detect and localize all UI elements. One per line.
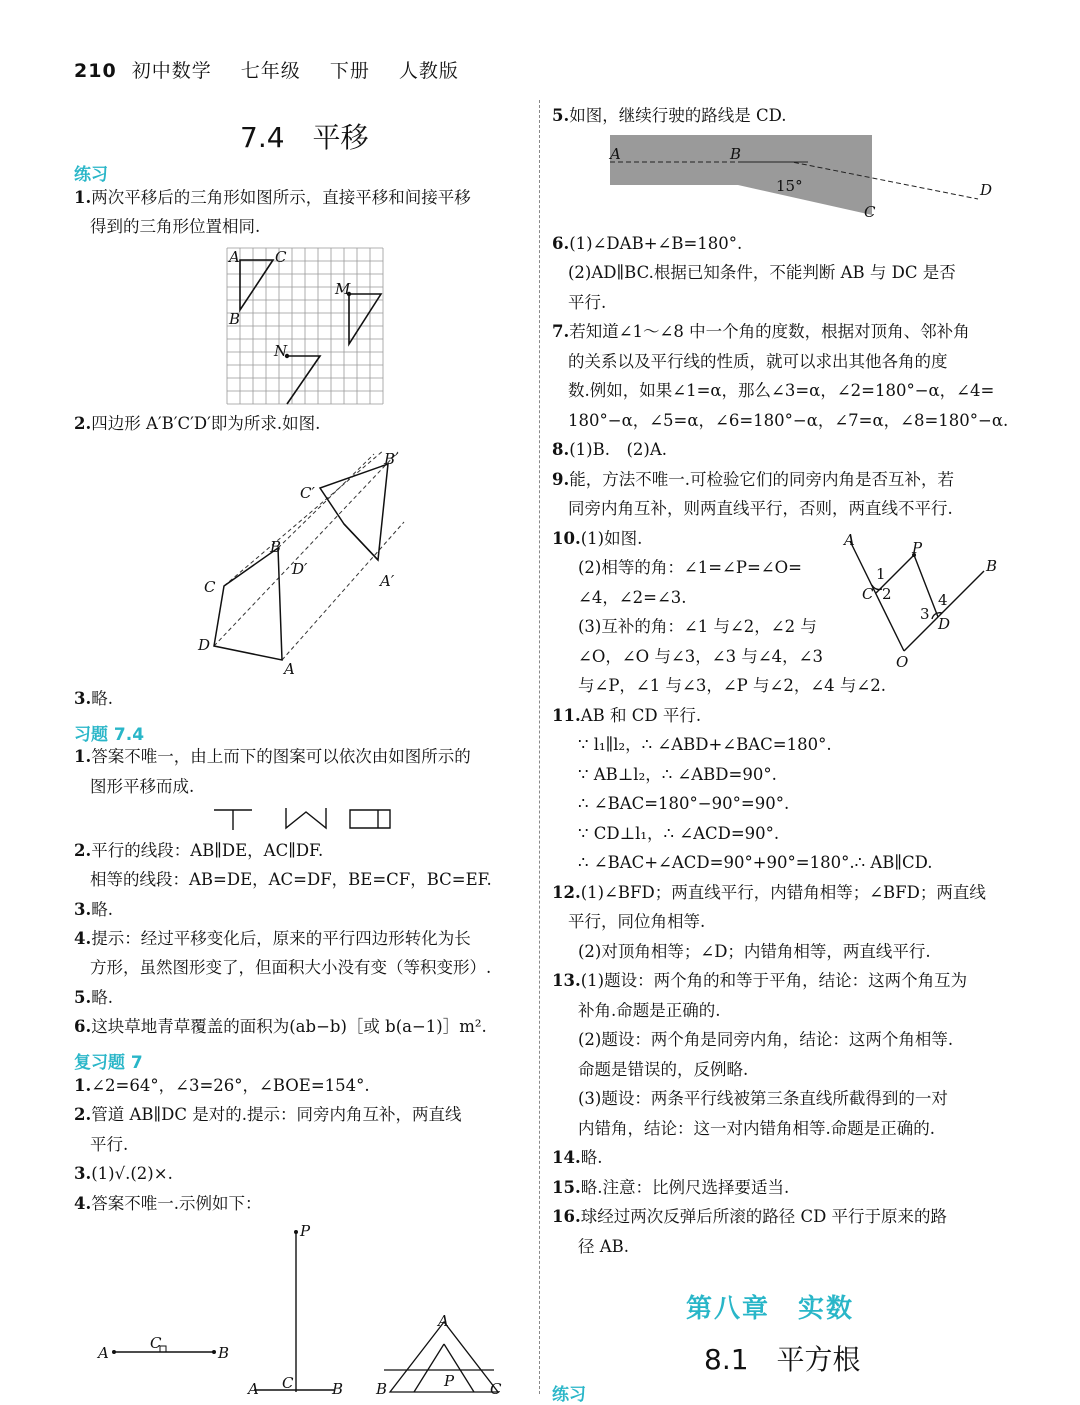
answer-text: (1)如图. xyxy=(580,529,643,548)
review-4 xyxy=(74,1196,261,1213)
answer-2 xyxy=(74,416,320,433)
answer-number: 5. xyxy=(74,988,92,1007)
label-d: D xyxy=(938,615,951,633)
answer-1 xyxy=(74,190,471,207)
quadrilateral-translation-figure xyxy=(198,450,484,680)
chapter-title: 第八章 实数 xyxy=(686,1294,855,1324)
label-b: B xyxy=(986,557,998,575)
answer-number: 14. xyxy=(552,1148,581,1167)
label-b: B xyxy=(376,1380,388,1398)
answer-text: 若知道∠1～∠8 中一个角的度数，根据对顶角、邻补角 xyxy=(569,322,970,341)
grade: 七年级 xyxy=(240,60,301,82)
basic-shapes-figure xyxy=(214,806,404,832)
answer-3 xyxy=(74,691,113,708)
answer-13-b: 补角.命题是正确的. xyxy=(578,1001,721,1020)
answer-number: 10. xyxy=(552,529,581,548)
label-c: C xyxy=(150,1334,162,1352)
answer-text: 提示：经过平移变化后，原来的平行四边形转化为长 xyxy=(91,929,471,948)
subheading-exercise: 习题 7.4 xyxy=(74,725,145,745)
answer-text: (1)∠BFD；两直线平行，内错角相等；∠BFD；两直线 xyxy=(580,883,986,902)
exercise-3 xyxy=(74,902,113,919)
answer-number: 2. xyxy=(74,414,92,433)
label-angle: 15° xyxy=(776,177,803,195)
answer-8 xyxy=(552,442,667,459)
edition: 人教版 xyxy=(398,60,459,82)
label-angle-2: 2 xyxy=(882,585,892,603)
answer-text: 四边形 A′B′C′D′即为所求.如图. xyxy=(91,414,321,433)
answer-10-d: (3)互补的角：∠1 与∠2，∠2 与 xyxy=(578,617,817,636)
label-b: B xyxy=(332,1380,344,1398)
answer-13-d: 命题是错误的，反例略. xyxy=(578,1060,749,1079)
answer-12 xyxy=(552,885,986,902)
triangle-m xyxy=(349,294,381,344)
answer-number: 4. xyxy=(74,929,92,948)
answer-text: 这块草地青草覆盖的面积为(ab−b)［或 b(a−1)］m². xyxy=(91,1017,487,1036)
label-b: B xyxy=(730,145,742,163)
answer-11 xyxy=(552,708,701,725)
answer-number: 2. xyxy=(74,1105,92,1124)
answer-number: 8. xyxy=(552,440,570,459)
answer-number: 3. xyxy=(74,689,92,708)
label-c: C xyxy=(490,1380,502,1398)
perpendicular-figure-1 xyxy=(94,1330,234,1370)
rect-shape xyxy=(350,810,390,828)
review-2-cont: 平行. xyxy=(90,1135,129,1154)
section-title-7-4: 7.4 平移 xyxy=(240,121,369,154)
exercise-1 xyxy=(74,749,471,766)
answer-7-d: 180°−α，∠5=α，∠6=180°−α，∠7=α，∠8=180°−α. xyxy=(568,411,1009,430)
answer-number: 16. xyxy=(552,1207,581,1226)
answer-12-c: (2)对顶角相等；∠D；内错角相等，两直线平行. xyxy=(578,942,931,961)
quad-abcd xyxy=(214,548,282,660)
answer-11-d: ∴ ∠BAC=180°−90°=90°. xyxy=(578,794,790,813)
label-b-prime: B′ xyxy=(384,450,399,468)
answer-text: 管道 AB∥DC 是对的.提示：同旁内角互补，两直线 xyxy=(91,1105,462,1124)
label-c: C xyxy=(864,203,876,221)
label-c: C xyxy=(862,585,874,603)
label-n: N xyxy=(274,342,288,360)
column-divider xyxy=(539,100,540,1394)
ray-ob xyxy=(904,571,984,651)
answer-9-b: 同旁内角互补，则两直线平行，否则，两直线不平行. xyxy=(568,499,953,518)
answer-text: 答案不唯一.示例如下： xyxy=(91,1194,262,1213)
answer-number: 3. xyxy=(74,1164,92,1183)
subheading-practice-8-1: 练习 xyxy=(552,1385,586,1405)
label-c: C xyxy=(204,578,216,596)
t-shape xyxy=(214,810,252,830)
triangles-figure xyxy=(374,1312,504,1398)
answer-text: 答案不唯一，由上而下的图案可以依次由如图所示的 xyxy=(91,747,471,766)
label-d: D xyxy=(198,636,211,654)
answer-number: 1. xyxy=(74,1076,92,1095)
answer-7-b: 的关系以及平行线的性质，就可以求出其他各角的度 xyxy=(568,352,948,371)
label-a: A xyxy=(438,1312,449,1330)
label-c: C xyxy=(275,248,287,266)
section-title-8-1: 8.1 平方根 xyxy=(704,1343,861,1376)
answer-text: 略.注意：比例尺选择要适当. xyxy=(580,1178,790,1197)
page-header xyxy=(74,56,481,83)
perpendicular-figure-2 xyxy=(244,1222,364,1398)
label-b: B xyxy=(270,538,282,556)
answer-number: 6. xyxy=(74,1017,92,1036)
label-angle-4: 4 xyxy=(938,591,948,609)
angle-figure xyxy=(842,531,1002,671)
answer-6 xyxy=(552,236,742,253)
book-name: 初中数学 xyxy=(131,60,212,82)
answer-number: 1. xyxy=(74,188,92,207)
triangle-abc xyxy=(240,260,273,310)
answer-text: 略. xyxy=(91,900,113,919)
answer-7-c: 数.例如，如果∠1=α，那么∠3=α，∠2=180°−α，∠4= xyxy=(568,381,995,400)
label-d-prime: D′ xyxy=(292,560,308,578)
exercise-5 xyxy=(74,990,113,1007)
answer-number: 4. xyxy=(74,1194,92,1213)
translation-lines xyxy=(214,450,404,660)
answer-text: 球经过两次反弹后所滚的路径 CD 平行于原来的路 xyxy=(580,1207,948,1226)
answer-number: 1. xyxy=(74,747,92,766)
exercise-2 xyxy=(74,843,323,860)
answer-number: 6. xyxy=(552,234,570,253)
label-a: A xyxy=(248,1380,259,1398)
answer-number: 15. xyxy=(552,1178,581,1197)
review-2 xyxy=(74,1107,462,1124)
label-a: A xyxy=(98,1344,109,1362)
triangles xyxy=(240,260,381,404)
answer-13-e: (3)题设：两条平行线被第三条直线所截得到的一对 xyxy=(578,1089,948,1108)
answer-15 xyxy=(552,1180,789,1197)
label-b: B xyxy=(229,310,241,328)
answer-13-c: (2)题设：两个角是同旁内角，结论：这两个角相等. xyxy=(578,1030,954,1049)
label-angle-1: 1 xyxy=(876,565,886,583)
label-a-prime: A′ xyxy=(380,572,395,590)
answer-number: 5. xyxy=(552,106,570,125)
label-c-prime: C′ xyxy=(300,484,315,502)
subheading-practice: 练习 xyxy=(74,165,108,185)
road-figure xyxy=(608,135,1008,225)
answer-number: 2. xyxy=(74,841,92,860)
answer-10-e: ∠O，∠O 与∠3，∠3 与∠4，∠3 xyxy=(578,647,823,666)
label-a: A xyxy=(284,660,295,678)
label-p: P xyxy=(300,1222,311,1240)
exercise-4-cont: 方形，虽然图形变了，但面积大小没有变（等积变形）. xyxy=(90,958,492,977)
answer-16-b: 径 AB. xyxy=(578,1237,630,1256)
answer-text: ∠2=64°，∠3=26°，∠BOE=154°. xyxy=(91,1076,370,1095)
label-p: P xyxy=(912,539,923,557)
exercise-1-cont: 图形平移而成. xyxy=(90,777,195,796)
answer-number: 9. xyxy=(552,470,570,489)
answer-number: 11. xyxy=(552,706,581,725)
answer-11-b: ∵ l₁∥l₂，∴ ∠ABD+∠BAC=180°. xyxy=(578,735,832,754)
answer-text: (1)题设：两个角的和等于平角，结论：这两个角互为 xyxy=(580,971,968,990)
answer-text: AB 和 CD 平行. xyxy=(580,706,702,725)
v-shape xyxy=(286,808,326,828)
answer-text: 如图，继续行驶的路线是 CD. xyxy=(569,106,787,125)
answer-1-cont: 得到的三角形位置相同. xyxy=(90,217,261,236)
volume: 下册 xyxy=(329,60,370,82)
answer-text: (1)√.(2)×. xyxy=(91,1164,173,1183)
answer-13 xyxy=(552,973,967,990)
answer-text: 略. xyxy=(580,1148,603,1167)
answer-10-b: (2)相等的角：∠1=∠P=∠O= xyxy=(578,558,802,577)
answer-16 xyxy=(552,1209,947,1226)
review-1 xyxy=(74,1078,370,1095)
label-a: A xyxy=(610,145,621,163)
label-a: A xyxy=(844,531,855,549)
label-m: M xyxy=(335,280,351,298)
answer-number: 7. xyxy=(552,322,570,341)
answer-5 xyxy=(552,108,787,125)
quad-a-prime xyxy=(320,464,388,560)
label-p: P xyxy=(444,1372,455,1390)
answer-number: 3. xyxy=(74,900,92,919)
label-d: D xyxy=(980,181,993,199)
grid-translation-figure xyxy=(227,248,385,406)
answer-10-f: 与∠P，∠1 与∠3，∠P 与∠2，∠4 与∠2. xyxy=(578,676,886,695)
answer-6-b: (2)AD∥BC.根据已知条件，不能判断 AB 与 DC 是否 xyxy=(568,263,956,282)
answer-10-c: ∠4，∠2=∠3. xyxy=(578,588,687,607)
answer-text: (1)B. (2)A. xyxy=(569,440,668,459)
answer-12-b: 平行，同位角相等. xyxy=(568,912,706,931)
ray-oa xyxy=(850,541,904,651)
exercise-2-cont: 相等的线段：AB=DE，AC=DF，BE=CF，BC=EF. xyxy=(90,870,492,889)
review-3 xyxy=(74,1166,173,1183)
label-b: B xyxy=(218,1344,230,1362)
exercise-6 xyxy=(74,1019,487,1036)
answer-text: 略. xyxy=(91,689,113,708)
label-a: A xyxy=(229,248,240,266)
answer-6-c: 平行. xyxy=(568,293,607,312)
answer-14 xyxy=(552,1150,602,1167)
answer-number: 12. xyxy=(552,883,581,902)
exercise-4 xyxy=(74,931,471,948)
answer-text: (1)∠DAB+∠B=180°. xyxy=(569,234,743,253)
answer-11-e: ∵ CD⊥l₁，∴ ∠ACD=90°. xyxy=(578,824,780,843)
answer-text: 能，方法不唯一.可检验它们的同旁内角是否互补，若 xyxy=(569,470,954,489)
answer-7 xyxy=(552,324,970,341)
label-o: O xyxy=(896,653,909,671)
answer-text: 两次平移后的三角形如图所示，直接平移和间接平移 xyxy=(91,188,471,207)
label-angle-3: 3 xyxy=(920,605,930,623)
answer-13-f: 内错角，结论：这一对内错角相等.命题是正确的. xyxy=(578,1119,935,1138)
answer-text: 略. xyxy=(91,988,113,1007)
answer-11-c: ∵ AB⊥l₂，∴ ∠ABD=90°. xyxy=(578,765,777,784)
label-c: C xyxy=(282,1374,294,1392)
answer-9 xyxy=(552,472,954,489)
answer-11-f: ∴ ∠BAC+∠ACD=90°+90°=180°.∴ AB∥CD. xyxy=(578,853,933,872)
page-number: 210 xyxy=(74,60,117,82)
answer-10 xyxy=(552,531,642,548)
answer-text: 平行的线段：AB∥DE，AC∥DF. xyxy=(91,841,324,860)
answer-number: 13. xyxy=(552,971,581,990)
subheading-review: 复习题 7 xyxy=(74,1053,143,1073)
